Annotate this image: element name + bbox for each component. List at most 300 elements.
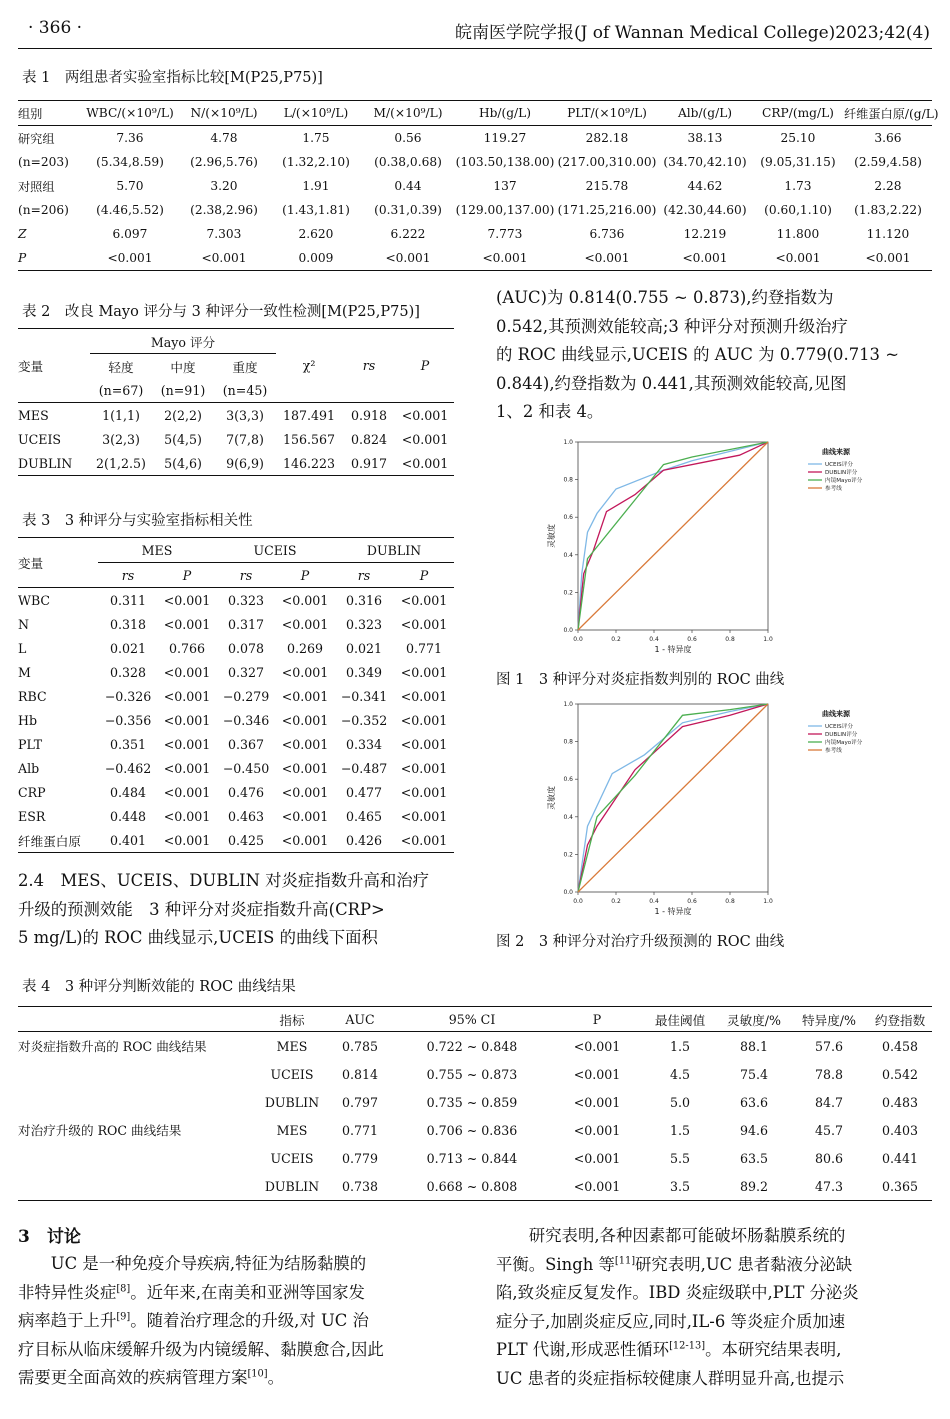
table4-cell: 0.542 (881, 1066, 919, 1082)
table2-var-label: 变量 (18, 359, 44, 374)
table4-cell: 45.7 (814, 1122, 844, 1138)
y-tick-label: 0.0 (563, 627, 573, 634)
table-row (18, 804, 454, 828)
table1-cell: (34.70,42.10) (663, 155, 747, 169)
table2-cell: <0.001 (401, 407, 449, 423)
table1-cell: 研究组 (18, 131, 55, 146)
table4-col-header: AUC (345, 1011, 375, 1027)
table4-cell: MES (276, 1038, 308, 1054)
table3-cell: <0.001 (163, 712, 211, 728)
table4-cell: 0.441 (881, 1150, 919, 1166)
table3-cell: 0.311 (109, 592, 147, 608)
table1-col-header: M/(×10⁹/L) (373, 106, 443, 120)
x-tick-label: 1.0 (763, 636, 773, 643)
table2-n-label: (n=91) (160, 382, 206, 398)
table3-cell: <0.001 (163, 808, 211, 824)
table4-cell: 63.6 (739, 1094, 769, 1110)
table2-cell: <0.001 (401, 431, 449, 447)
table1-cell: (2.96,5.76) (190, 155, 258, 169)
table3-sub-label: P (182, 567, 192, 583)
table1-cell: 282.18 (585, 131, 629, 145)
table3-sub-label: P (300, 567, 310, 583)
table3-cell: 0.078 (227, 640, 265, 656)
table1-cell: (n=203) (18, 155, 69, 169)
table1-cell: 5.70 (116, 179, 144, 193)
table1-cell: (n=206) (18, 203, 69, 217)
table1-cell: 2.28 (874, 179, 902, 193)
table1-cell: (5.34,8.59) (96, 155, 164, 169)
text-line: 1、2 和表 4。 (496, 402, 604, 421)
table3-cell: RBC (18, 688, 47, 704)
table4-cell: 80.6 (814, 1150, 844, 1166)
table1-cell: (1.43,1.81) (282, 203, 350, 217)
figure2-roc-chart (540, 694, 900, 922)
x-tick-label: 0.4 (649, 636, 659, 643)
table1-cell: (0.31,0.39) (374, 203, 442, 217)
y-tick-label: 0.4 (563, 551, 573, 559)
header-rule (18, 48, 932, 49)
table4-col-header (18, 1007, 256, 1032)
table4-cell: 88.1 (739, 1038, 769, 1054)
table1-cell: 44.62 (687, 179, 723, 193)
x-tick-label: 0.8 (725, 898, 735, 905)
table3-cell: <0.001 (400, 712, 448, 728)
table4-cell: 0.779 (341, 1150, 379, 1166)
table2-cell: 9(6,9) (226, 455, 264, 471)
text-line: 0.844),约登指数为 0.441,其预测效能较高,见图 (496, 373, 847, 393)
table4-col-header: 灵敏度/% (727, 1012, 781, 1028)
table3-group-label: UCEIS (216, 538, 334, 563)
table4-cell: 94.6 (739, 1122, 769, 1138)
table1-col-header: Alb/(g/L) (677, 106, 733, 120)
table3-cell: 0.317 (227, 616, 265, 632)
table1-cell: (171.25,216.00) (557, 203, 657, 217)
table3-cell: 0.448 (109, 808, 147, 824)
table4-col-header: 指标 (279, 1012, 305, 1028)
table4-cell: 0.722 ~ 0.848 (426, 1038, 518, 1054)
table2-cell: 156.567 (282, 431, 336, 447)
table1-cell: 7.303 (206, 227, 242, 241)
x-axis-label: 1 - 特异度 (654, 907, 692, 916)
text-line: UC 患者的炎症指标较健康人群明显升高,也提示 (496, 1368, 845, 1388)
table2-cell: DUBLIN (18, 455, 73, 471)
table3-cell: −0.352 (340, 712, 388, 728)
table-row (18, 708, 454, 732)
table-row (18, 174, 932, 198)
table1-col-header: N/(×10⁹/L) (190, 106, 258, 120)
table2-cell: 7(7,8) (226, 431, 264, 447)
y-tick-label: 1.0 (563, 701, 573, 708)
table-row (18, 222, 932, 246)
y-tick-label: 0.2 (563, 589, 573, 597)
table1-cell: (2.59,4.58) (854, 155, 922, 169)
table1-cell: 6.736 (589, 227, 625, 241)
table2-p-label: P (420, 358, 430, 373)
table3-var-label: 变量 (18, 556, 44, 571)
table4-cell: 0.785 (341, 1038, 379, 1054)
text-line: 非特异性炎症[8]。近年来,在南美和亚洲等国家发 (18, 1282, 365, 1302)
x-tick-label: 0.8 (725, 636, 735, 643)
table1-cell: 3.20 (210, 179, 238, 193)
table-row (18, 1116, 932, 1144)
table4-cell: 0.668 ~ 0.808 (426, 1178, 518, 1194)
table1-cell: <0.001 (682, 251, 728, 265)
figure1-caption: 图 1 3 种评分对炎症指数判别的 ROC 曲线 (496, 672, 785, 688)
text-line: 2.4 MES、UCEIS、DUBLIN 对炎症指数升高和治疗 (18, 871, 430, 890)
table4-cell: 84.7 (814, 1094, 844, 1110)
table4-cell: 78.8 (814, 1066, 844, 1082)
legend-label: 内镜Mayo评分 (825, 478, 863, 484)
table1-col-header: WBC/(×10⁹/L) (86, 106, 174, 120)
table4-cell: 0.458 (881, 1038, 919, 1054)
table2-cell: 2(1,2.5) (96, 455, 146, 471)
table-row (18, 756, 454, 780)
table1-col-header: CRP/(mg/L) (762, 106, 834, 120)
table2-sub-label: 轻度 (108, 359, 134, 375)
table-row (18, 1144, 932, 1172)
table1-cell: Z (18, 227, 27, 241)
table3-cell: WBC (18, 592, 51, 608)
table1-cell: 4.78 (210, 131, 238, 145)
table3-cell: −0.487 (340, 760, 388, 776)
table4-cell: MES (276, 1122, 308, 1138)
table2-caption: 表 2 改良 Mayo 评分与 3 种评分一致性检测[M(P25,P75)] (22, 304, 420, 320)
table1-cell: 11.800 (776, 227, 820, 241)
table4-cell (18, 1060, 256, 1088)
table3-cell: 0.484 (109, 784, 147, 800)
table4-cell: 对治疗升级的 ROC 曲线结果 (18, 1123, 182, 1138)
table3-cell: 0.334 (345, 736, 383, 752)
table-row (18, 588, 454, 613)
table-row (18, 636, 454, 660)
text-line: 陷,致炎症反复发作。IBD 炎症级联中,PLT 分泌炎 (496, 1283, 859, 1302)
journal-header: 皖南医学院学报(J of Wannan Medical College)2023;42(4) (454, 23, 930, 43)
table1-cell: 137 (493, 179, 517, 193)
table1-cell: <0.001 (201, 251, 247, 265)
table3-cell: <0.001 (281, 712, 329, 728)
table1-cell: <0.001 (865, 251, 911, 265)
table1-cell: 12.219 (683, 227, 727, 241)
legend-title: 曲线来源 (822, 448, 850, 456)
table3-sub-label: rs (357, 567, 371, 583)
y-tick-label: 0.4 (563, 813, 573, 821)
table2-cell: 187.491 (282, 407, 336, 423)
table3-cell: 0.426 (345, 832, 383, 848)
table2-sub-label: 重度 (232, 359, 258, 375)
table3-cell: 0.269 (286, 640, 324, 656)
y-tick-label: 0.6 (563, 776, 573, 784)
x-tick-label: 0.2 (611, 898, 621, 905)
table3-cell: <0.001 (281, 592, 329, 608)
table4-cell: 0.814 (341, 1066, 379, 1082)
table1-cell: 1.73 (784, 179, 812, 193)
table-row (18, 660, 454, 684)
table1-cell: (0.60,1.10) (764, 203, 832, 217)
table4-cell: 0.797 (341, 1094, 379, 1110)
table4-caption: 表 4 3 种评分判断效能的 ROC 曲线结果 (22, 979, 296, 995)
text-line: 症分子,加剧炎症反应,同时,IL-6 等炎症介质加速 (496, 1311, 846, 1331)
table3-cell: <0.001 (163, 616, 211, 632)
y-tick-label: 0.6 (563, 514, 573, 522)
table1-col-header: 纤维蛋白原/(g/L) (844, 106, 939, 121)
x-axis-label: 1 - 特异度 (654, 645, 692, 654)
table4-cell: 5.5 (669, 1150, 691, 1166)
legend-label: 参考线 (825, 486, 842, 492)
table2-cell: 0.918 (351, 407, 388, 423)
text-line: (AUC)为 0.814(0.755 ~ 0.873),约登指数为 (496, 288, 834, 307)
table3-cell: <0.001 (281, 832, 329, 848)
text-line: PLT 代谢,形成恶性循环[12-13]。本研究结果表明, (496, 1340, 842, 1359)
figure2-caption: 图 2 3 种评分对治疗升级预测的 ROC 曲线 (496, 934, 785, 950)
legend-label: DUBLIN评分 (825, 470, 858, 476)
table3-cell: M (18, 664, 31, 680)
table1-cell: 11.120 (866, 227, 910, 241)
table3-cell: Hb (18, 712, 38, 728)
table1-cell: 7.773 (487, 227, 523, 241)
table3-cell: 0.465 (345, 808, 383, 824)
table4-cell: 0.706 ~ 0.836 (426, 1122, 518, 1138)
table3-cell: <0.001 (163, 592, 211, 608)
table1-cell: 2.620 (298, 227, 334, 241)
table3-group-label: MES (98, 538, 216, 563)
table3-cell: <0.001 (281, 736, 329, 752)
y-tick-label: 1.0 (563, 439, 573, 446)
legend-label: UCEIS评分 (825, 462, 853, 468)
table4-cell: <0.001 (573, 1150, 621, 1166)
x-tick-label: 0.2 (611, 636, 621, 643)
table1-cell: 6.097 (112, 227, 148, 241)
table3-cell: <0.001 (281, 688, 329, 704)
table2-cell: 3(2,3) (102, 431, 140, 447)
table1-cell: 0.009 (298, 251, 334, 265)
table4-cell: 对炎症指数升高的 ROC 曲线结果 (18, 1039, 207, 1054)
y-tick-label: 0.0 (563, 889, 573, 896)
table2-cell: 3(3,3) (226, 407, 264, 423)
table3-cell: <0.001 (163, 688, 211, 704)
table3-cell: −0.346 (222, 712, 270, 728)
table3-cell: <0.001 (163, 664, 211, 680)
table3-cell: 0.318 (109, 616, 147, 632)
table1-cell: 1.75 (302, 131, 330, 145)
table2-chi-label: χ² (302, 358, 316, 373)
table4-col-header: 约登指数 (874, 1012, 926, 1028)
roc-series-line (578, 704, 768, 892)
table1-cell: <0.001 (775, 251, 821, 265)
table3-cell: <0.001 (400, 736, 448, 752)
section-3-right (496, 1222, 932, 1393)
table1-col-header: L/(×10⁹/L) (283, 106, 349, 120)
legend-label: 内镜Mayo评分 (825, 740, 863, 746)
table3-cell: ESR (18, 808, 46, 824)
table4-cell: 0.738 (341, 1178, 379, 1194)
table3-cell: <0.001 (281, 760, 329, 776)
table3-cell: −0.341 (340, 688, 388, 704)
table1-cell: 215.78 (585, 179, 629, 193)
page-number: · 366 · (28, 18, 83, 38)
table3-cell: −0.326 (104, 688, 152, 704)
table3-cell: 0.771 (405, 640, 443, 656)
table1-cell: 0.56 (394, 131, 422, 145)
table3 (18, 537, 454, 853)
table2-cell: 1(1,1) (102, 407, 140, 423)
results-paragraph (496, 284, 932, 427)
table3-cell: 0.327 (227, 664, 265, 680)
table4-cell: 75.4 (739, 1066, 769, 1082)
table4-col-header: 特异度/% (802, 1012, 856, 1028)
x-tick-label: 0.0 (573, 898, 583, 905)
table1-cell: (217.00,310.00) (557, 155, 657, 169)
y-axis-label: 灵敏度 (547, 524, 556, 548)
figure1-roc-chart (540, 432, 900, 660)
table3-cell: 0.328 (109, 664, 147, 680)
table1-cell: <0.001 (482, 251, 528, 265)
table1 (18, 100, 939, 271)
table4-cell: <0.001 (573, 1122, 621, 1138)
table3-cell: 0.425 (227, 832, 265, 848)
table3-cell: <0.001 (163, 784, 211, 800)
text-line: 的 ROC 曲线显示,UCEIS 的 AUC 为 0.779(0.713 ~ (496, 345, 899, 364)
table1-cell: 38.13 (687, 131, 723, 145)
table2-cell: 146.223 (282, 455, 336, 471)
table4-cell: 0.365 (881, 1178, 919, 1194)
table4-cell: 4.5 (669, 1066, 691, 1082)
y-tick-label: 0.2 (563, 851, 573, 859)
table1-col-header: Hb/(g/L) (478, 106, 532, 120)
table2-cell: 5(4,6) (164, 455, 202, 471)
table3-caption: 表 3 3 种评分与实验室指标相关性 (22, 513, 253, 529)
text-line: 研究表明,各种因素都可能破坏肠黏膜系统的 (496, 1226, 846, 1245)
table4-cell: UCEIS (270, 1066, 314, 1082)
table4-col-header: P (592, 1011, 602, 1027)
table1-cell: (42.30,44.60) (663, 203, 747, 217)
table-row (18, 732, 454, 756)
table-row (18, 612, 454, 636)
legend-label: 参考线 (825, 748, 842, 754)
table1-cell: (2.38,2.96) (190, 203, 258, 217)
text-line: 需要更全面高效的疾病管理方案[10]。 (18, 1368, 285, 1387)
table3-sub-label: rs (239, 567, 253, 583)
y-tick-label: 0.8 (563, 738, 573, 746)
table4-cell (18, 1144, 256, 1172)
text-line: 疗目标从临床缓解升级为内镜缓解、黏膜愈合,因此 (18, 1339, 384, 1359)
table3-cell: PLT (18, 736, 43, 752)
table3-cell: 0.401 (109, 832, 147, 848)
table1-cell: (1.32,2.10) (282, 155, 350, 169)
text-line: 5 mg/L)的 ROC 曲线显示,UCEIS 的曲线下面积 (18, 928, 378, 947)
table-row (18, 1088, 932, 1116)
table-row (18, 780, 454, 804)
x-tick-label: 0.6 (687, 636, 697, 643)
legend-label: UCEIS评分 (825, 724, 853, 730)
table3-cell: <0.001 (163, 736, 211, 752)
table3-cell: <0.001 (400, 784, 448, 800)
table-row (18, 246, 932, 271)
table2-n-label: (n=45) (222, 382, 268, 398)
table3-cell: <0.001 (400, 808, 448, 824)
table4-cell: <0.001 (573, 1178, 621, 1194)
table4-cell: 3.5 (669, 1178, 691, 1194)
table1-cell: 6.222 (390, 227, 426, 241)
legend-title: 曲线来源 (822, 710, 850, 718)
text-line: 平衡。Singh 等[11]研究表明,UC 患者黏液分泌缺 (496, 1254, 853, 1274)
table4-cell: 0.713 ~ 0.844 (426, 1150, 518, 1166)
table4-cell: 1.5 (669, 1038, 691, 1054)
table1-cell: <0.001 (385, 251, 431, 265)
table1-cell: (129.00,137.00) (455, 203, 555, 217)
table-row (18, 1032, 932, 1061)
table1-cell: (0.38,0.68) (374, 155, 442, 169)
table1-cell: (103.50,138.00) (455, 155, 555, 169)
table3-cell: 0.476 (227, 784, 265, 800)
table-row (18, 126, 932, 151)
table1-cell: 119.27 (483, 131, 527, 145)
table4-cell: <0.001 (573, 1066, 621, 1082)
table1-cell: <0.001 (584, 251, 630, 265)
table3-cell: 0.367 (227, 736, 265, 752)
x-tick-label: 0.6 (687, 898, 697, 905)
table3-sub-label: rs (121, 567, 135, 583)
table3-cell: 0.477 (345, 784, 383, 800)
table3-cell: <0.001 (400, 832, 448, 848)
table-row (18, 427, 454, 451)
table2-cell: 0.824 (351, 431, 388, 447)
text-line: 0.542,其预测效能较高;3 种评分对预测升级治疗 (496, 316, 848, 336)
table3-cell: <0.001 (400, 664, 448, 680)
table4-cell: 1.5 (669, 1122, 691, 1138)
table4-cell: 57.6 (814, 1038, 844, 1054)
table-row (18, 198, 932, 222)
table3-cell: <0.001 (281, 664, 329, 680)
table4-cell: <0.001 (573, 1038, 621, 1054)
table1-cell: 25.10 (780, 131, 816, 145)
table1-col-header: 组别 (18, 106, 43, 121)
x-tick-label: 0.0 (573, 636, 583, 643)
table1-cell: <0.001 (107, 251, 153, 265)
table3-cell: −0.462 (104, 760, 152, 776)
table3-cell: N (18, 616, 30, 632)
table1-cell: 对照组 (18, 179, 55, 194)
text-line: UC 是一种免疫介导疾病,特征为结肠黏膜的 (18, 1254, 367, 1273)
table4-cell (18, 1172, 256, 1201)
table4 (18, 1006, 932, 1201)
section-3-left (18, 1250, 454, 1393)
table3-cell: <0.001 (163, 832, 211, 848)
table4-cell: 5.0 (669, 1094, 691, 1110)
x-tick-label: 1.0 (763, 898, 773, 905)
table2-rs-label: rs (362, 358, 376, 373)
table2-cell: 0.917 (351, 455, 388, 471)
table3-cell: 0.349 (345, 664, 383, 680)
table1-col-header: PLT/(×10⁹/L) (567, 106, 647, 120)
table1-cell: 1.91 (302, 179, 330, 193)
table3-cell: −0.279 (222, 688, 270, 704)
table3-cell: 0.021 (109, 640, 147, 656)
section-3-title: 3 讨论 (18, 1227, 81, 1247)
table4-cell: 0.771 (341, 1122, 379, 1138)
table-row (18, 1060, 932, 1088)
table3-cell: 0.766 (168, 640, 206, 656)
legend-label: DUBLIN评分 (825, 732, 858, 738)
table1-cell: P (18, 251, 27, 265)
table3-cell: L (18, 640, 27, 656)
table3-cell: <0.001 (400, 688, 448, 704)
table4-cell: 0.403 (881, 1122, 919, 1138)
table-row (18, 150, 932, 174)
table3-cell: <0.001 (163, 760, 211, 776)
table4-cell: DUBLIN (264, 1094, 320, 1110)
table3-cell: <0.001 (400, 592, 448, 608)
table3-cell: 纤维蛋白原 (18, 833, 81, 849)
